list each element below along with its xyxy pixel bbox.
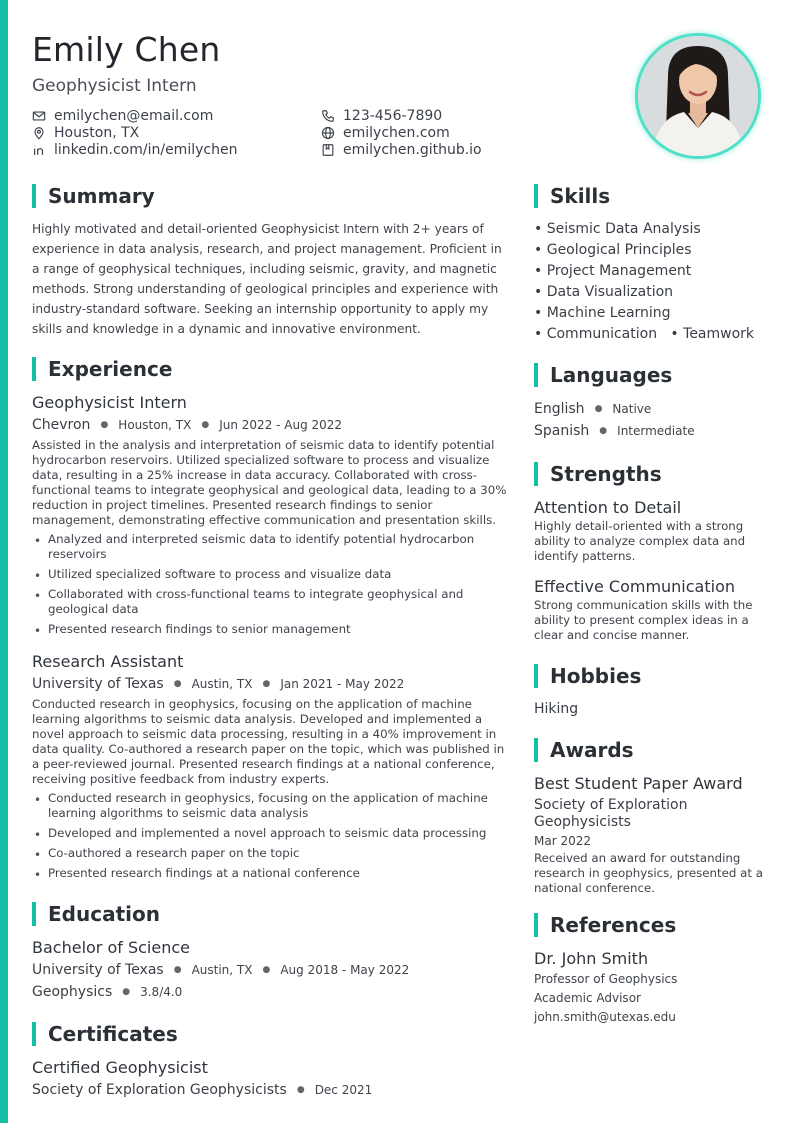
reference-email[interactable]: john.smith@utexas.edu <box>534 1010 676 1024</box>
certificate-date: Dec 2021 <box>314 1083 373 1097</box>
strength-title: Effective Communication <box>534 577 735 596</box>
separator-dot: ● <box>594 404 603 414</box>
skill-label: Project Management <box>546 263 692 279</box>
education-field: Geophysics <box>32 984 113 1000</box>
mail-icon <box>32 109 46 123</box>
skill-item: • Communication • Teamwork <box>534 326 755 342</box>
language-item <box>534 398 766 420</box>
bookmark-icon <box>321 143 335 157</box>
skill-label: Teamwork <box>683 326 755 342</box>
education-meta <box>32 959 508 981</box>
job-bullets <box>32 791 508 881</box>
skills-heading: Skills <box>534 183 766 209</box>
job-dates: Jun 2022 - Aug 2022 <box>219 418 343 432</box>
contact-linkedin-text: linkedin.com/in/emilychen <box>54 142 238 158</box>
separator-dot: ● <box>262 679 271 689</box>
phone-icon <box>321 109 335 123</box>
summary-heading: Summary <box>32 183 508 209</box>
language-level: Intermediate <box>617 424 695 438</box>
contact-website-text: emilychen.com <box>343 125 450 141</box>
separator-dot: ● <box>201 420 210 430</box>
education-school: University of Texas <box>32 962 164 978</box>
right-column <box>534 183 766 1027</box>
job-meta <box>32 673 508 695</box>
certificates-heading: Certificates <box>32 1021 508 1047</box>
skill-item: • Data Visualization <box>534 284 674 300</box>
skill-label: Geological Principles <box>546 242 692 258</box>
contact-location-text: Houston, TX <box>54 125 140 141</box>
contact-email[interactable] <box>32 108 213 124</box>
candidate-role: Geophysicist Intern <box>32 76 197 96</box>
skill-label: Machine Learning <box>546 305 671 321</box>
reference-position: Professor of Geophysics <box>534 972 678 986</box>
skill-label: Communication <box>546 326 658 342</box>
language-name: English <box>534 401 585 417</box>
portrait-illustration <box>638 36 758 156</box>
job-meta <box>32 414 508 436</box>
list-item: • Conducted research in geophysics, focusing on the application of machine learning algorithms to seismic data analysis <box>32 791 508 821</box>
skill-item: • Project Management <box>534 263 692 279</box>
contact-location <box>32 125 139 141</box>
references-heading: References <box>534 912 766 938</box>
contact-phone-text: 123-456-7890 <box>343 108 443 124</box>
reference-name: Dr. John Smith <box>534 949 649 968</box>
profile-photo <box>635 33 761 159</box>
list-item: • Presented research findings to senior management <box>32 622 508 637</box>
job-bullets <box>32 532 508 637</box>
awards-heading: Awards <box>534 737 766 763</box>
hobby-item: Hiking <box>534 701 579 717</box>
contact-email-text: emilychen@email.com <box>54 108 214 124</box>
award-name: Best Student Paper Award <box>534 774 743 793</box>
education-degree: Bachelor of Science <box>32 938 190 957</box>
skill-item: • Geological Principles <box>534 242 692 258</box>
job-title: Geophysicist Intern <box>32 393 187 412</box>
skills-list <box>534 219 766 345</box>
strength-desc: Highly detail-oriented with a strong ability to analyze complex data and identify patterns. <box>534 519 746 563</box>
certificate-name: Certified Geophysicist <box>32 1058 208 1077</box>
strength-desc: Strong communication skills with the ability to present complex ideas in a clear and concise manner. <box>534 598 753 642</box>
list-item: • Developed and implemented a novel approach to seismic data processing <box>32 826 508 841</box>
skill-label: Data Visualization <box>546 284 674 300</box>
left-accent-bar <box>0 0 8 1123</box>
language-level: Native <box>612 402 652 416</box>
education-location: Austin, TX <box>191 963 253 977</box>
left-column <box>32 183 508 1101</box>
job-company: Chevron <box>32 417 91 433</box>
job-dates: Jan 2021 - May 2022 <box>280 677 405 691</box>
experience-heading: Experience <box>32 356 508 382</box>
location-pin-icon <box>32 126 46 140</box>
language-name: Spanish <box>534 423 590 439</box>
candidate-name: Emily Chen <box>32 30 221 69</box>
strength-item <box>534 497 766 564</box>
globe-icon <box>321 126 335 140</box>
list-item: • Collaborated with cross-functional teams to integrate geophysical and geological data <box>32 587 508 617</box>
list-item: • Utilized specialized software to process and visualize data <box>32 567 508 582</box>
separator-dot: ● <box>122 987 131 997</box>
separator-dot: ● <box>173 679 182 689</box>
certificate-issuer: Society of Exploration Geophysicists <box>32 1082 287 1098</box>
education-dates: Aug 2018 - May 2022 <box>280 963 410 977</box>
reference-relation: Academic Advisor <box>534 991 641 1005</box>
list-item: • Analyzed and interpreted seismic data to identify potential hydrocarbon reservoirs <box>32 532 508 562</box>
separator-dot: ● <box>599 426 608 436</box>
hobbies-heading: Hobbies <box>534 663 766 689</box>
separator-dot: ● <box>262 965 271 975</box>
award-org: Society of Exploration Geophysicists <box>534 797 688 830</box>
skill-item: • Machine Learning <box>534 305 671 321</box>
language-item <box>534 420 766 442</box>
experience-entry <box>32 651 508 881</box>
list-item: • Co-authored a research paper on the topic <box>32 846 508 861</box>
separator-dot: ● <box>173 965 182 975</box>
strength-title: Attention to Detail <box>534 498 682 517</box>
summary-text: Highly motivated and detail-oriented Geophysicist Intern with 2+ years of experience in data analysis, research, and project management. Proficient in a range of geophysical techniques, including seismic, gravity, and magnetic methods. Strong understanding of geological principles and experience with industry-standard software. Seeking an internship opportunity to apply my skills and knowledge in a dynamic and innovative environment. <box>32 222 502 336</box>
job-company: University of Texas <box>32 676 164 692</box>
linkedin-icon <box>32 143 46 157</box>
contact-github[interactable] <box>321 142 482 158</box>
job-description: Assisted in the analysis and interpretation of seismic data to identify potential hydrocarbon reservoirs. Utilized specialized software to process and visualize data, resulting in a 25% increase in data accuracy. Collaborated with cross-functional teams to integrate geophysical and geological data, leading to a 30% reduction in project timelines. Presented research findings to senior management, demonstrating effective communication and presentation skills. <box>32 438 507 527</box>
contact-website[interactable] <box>321 125 450 141</box>
list-item: • Presented research findings at a national conference <box>32 866 508 881</box>
job-title: Research Assistant <box>32 652 184 671</box>
contact-linkedin[interactable] <box>32 142 237 158</box>
experience-entry <box>32 392 508 637</box>
job-description: Conducted research in geophysics, focusing on the application of machine learning algorithms to seismic data analysis. Developed and implemented a novel approach to seismic data processing, resulting in a 40% improvement in data quality. Co-authored a research paper on the topic, which was published in a peer-reviewed journal. Presented research findings at a national conference, receiving positive feedback from industry experts. <box>32 697 505 786</box>
strength-item <box>534 576 766 643</box>
skill-label: Seismic Data Analysis <box>546 221 701 237</box>
certificate-meta <box>32 1079 508 1101</box>
job-location: Houston, TX <box>118 418 192 432</box>
contact-github-text: emilychen.github.io <box>343 142 482 158</box>
contact-phone[interactable] <box>321 108 442 124</box>
education-gpa: 3.8/4.0 <box>140 985 183 999</box>
separator-dot: ● <box>296 1085 305 1095</box>
award-desc: Received an award for outstanding research in geophysics, presented at a national conference. <box>534 851 763 895</box>
languages-heading: Languages <box>534 362 766 388</box>
skill-item: • Seismic Data Analysis <box>534 221 701 237</box>
education-field-meta <box>32 981 508 1003</box>
separator-dot: ● <box>100 420 109 430</box>
strengths-heading: Strengths <box>534 461 766 487</box>
award-date: Mar 2022 <box>534 834 591 848</box>
job-location: Austin, TX <box>191 677 253 691</box>
education-heading: Education <box>32 901 508 927</box>
